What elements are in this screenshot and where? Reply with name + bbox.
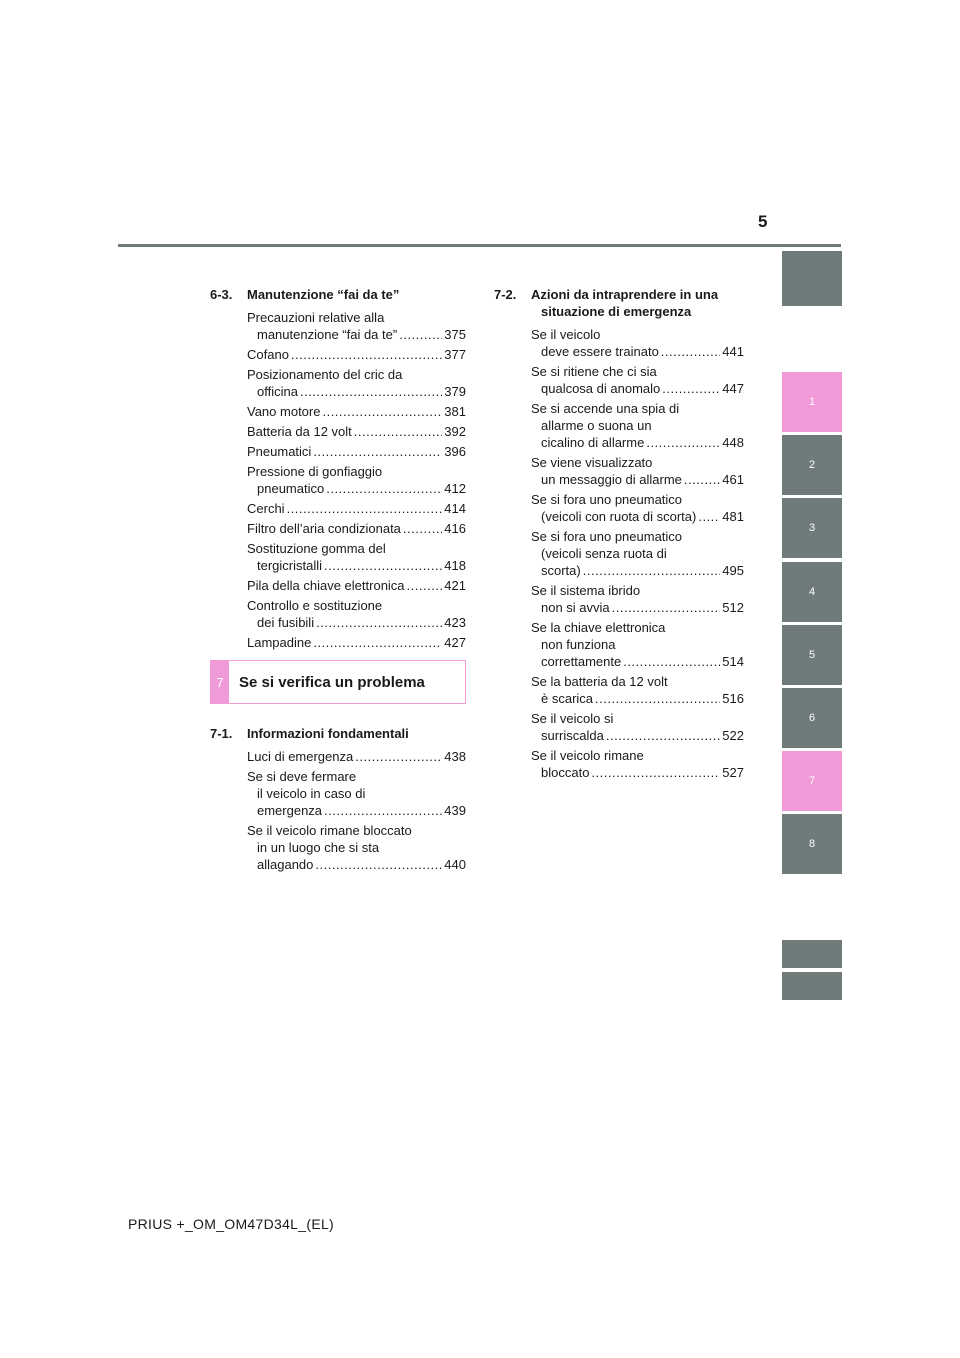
index-tab[interactable] [782, 251, 842, 306]
section-title-line1: Azioni da intraprendere in una [531, 287, 719, 302]
toc-page-number: 423 [444, 615, 466, 630]
toc-entry-text: Lampadine [247, 635, 312, 650]
toc-page-number: 516 [722, 691, 744, 706]
index-tab[interactable] [782, 972, 842, 1000]
toc-page-number: 418 [444, 558, 466, 573]
toc-entry[interactable] [210, 597, 466, 631]
toc-entry[interactable] [210, 443, 466, 460]
leader-dots [403, 520, 442, 537]
section-number: 7-1. [210, 726, 233, 741]
toc-entry-line: Sostituzione gomma del [247, 541, 386, 556]
section-number: 7-2. [494, 287, 517, 302]
footer-doc-code: PRIUS +_OM_OM47D34L_(EL) [128, 1216, 335, 1232]
toc-entry-line: allarme o suona un [541, 418, 652, 433]
toc-entry[interactable] [494, 528, 744, 579]
toc-entry-line: Se viene visualizzato [531, 455, 653, 470]
toc-page-number: 381 [444, 404, 466, 419]
toc-page-number: 392 [444, 424, 466, 439]
toc-entry-line: Se si accende una spia di [531, 401, 680, 416]
toc-entry-text: Cofano [247, 347, 289, 362]
toc-entry[interactable] [210, 520, 466, 537]
toc-page-number: 421 [444, 578, 466, 593]
toc-entry[interactable] [210, 423, 466, 440]
toc-entry[interactable] [210, 309, 466, 343]
toc-page-number: 438 [444, 749, 466, 764]
toc-entry-line: Se il veicolo si [531, 711, 614, 726]
toc-entry-text: (veicoli con ruota di scorta) [541, 509, 697, 524]
chapter-tab-8[interactable]: 8 [782, 814, 842, 874]
chapter-heading [210, 660, 466, 704]
toc-entry-line: il veicolo in caso di [257, 786, 366, 801]
toc-entry[interactable] [494, 400, 744, 451]
leader-dots [287, 500, 443, 517]
toc-entry-line: Pressione di gonfiaggio [247, 464, 383, 479]
toc-page-number: 439 [444, 803, 466, 818]
section-title: Manutenzione “fai da te” [247, 287, 400, 302]
toc-entry-text: officina [257, 384, 298, 399]
leader-dots [595, 690, 720, 707]
chapter-title: Se si verifica un problema [239, 673, 425, 691]
toc-page-number: 416 [444, 521, 466, 536]
toc-page-number: 512 [722, 600, 744, 615]
toc-page-number: 440 [444, 857, 466, 872]
toc-entry-line: Se il sistema ibrido [531, 583, 641, 598]
toc-entry[interactable] [210, 366, 466, 400]
toc-entry[interactable] [210, 403, 466, 420]
section-title-line2: situazione di emergenza [541, 304, 692, 319]
toc-entry-text: bloccato [541, 765, 590, 780]
leader-dots [324, 557, 442, 574]
toc-page-number: 447 [722, 381, 744, 396]
section-heading [494, 286, 744, 320]
toc-page-number: 522 [722, 728, 744, 743]
toc-entry-line: (veicoli senza ruota di [541, 546, 667, 561]
toc-entry-line: Se si ritiene che ci sia [531, 364, 657, 379]
toc-left-column-part2 [210, 725, 466, 876]
leader-dots [612, 599, 721, 616]
toc-entry-line: Posizionamento del cric da [247, 367, 403, 382]
toc-entry-line: Se la chiave elettronica [531, 620, 666, 635]
chapter-tab-2[interactable]: 2 [782, 435, 842, 495]
toc-entry-text: Luci di emergenza [247, 749, 354, 764]
toc-entry[interactable] [210, 540, 466, 574]
leader-dots [407, 577, 443, 594]
toc-page-number: 527 [722, 765, 744, 780]
section-number: 6-3. [210, 287, 233, 302]
toc-entry[interactable] [494, 747, 744, 781]
toc-entry-text: un messaggio di allarme [541, 472, 682, 487]
toc-entry[interactable] [494, 619, 744, 670]
leader-dots [315, 856, 442, 873]
toc-page-number: 375 [444, 327, 466, 342]
toc-right-column [494, 286, 744, 784]
toc-entry[interactable] [210, 768, 466, 819]
toc-page-number: 514 [722, 654, 744, 669]
toc-entry-text: Pneumatici [247, 444, 312, 459]
leader-dots [646, 434, 720, 451]
section-title [531, 286, 744, 320]
toc-entry-text: Pila della chiave elettronica [247, 578, 405, 593]
toc-entry[interactable] [210, 463, 466, 497]
toc-entry[interactable] [494, 582, 744, 616]
toc-entry-text: Cerchi [247, 501, 285, 516]
toc-entry-line: Se si deve fermare [247, 769, 357, 784]
toc-page-number: 495 [722, 563, 744, 578]
toc-page-number: 448 [722, 435, 744, 450]
toc-entry-text: allagando [257, 857, 314, 872]
toc-entry[interactable] [210, 346, 466, 363]
toc-entry-line: Precauzioni relative alla [247, 310, 385, 325]
leader-dots [623, 653, 720, 670]
section-heading [210, 725, 466, 742]
toc-page-number: 379 [444, 384, 466, 399]
leader-dots [698, 508, 720, 525]
chapter-tab-7[interactable]: 7 [782, 751, 842, 811]
toc-page-number: 414 [444, 501, 466, 516]
leader-dots [324, 802, 442, 819]
index-tab[interactable] [782, 940, 842, 968]
toc-entry-line: in un luogo che si sta [257, 840, 380, 855]
leader-dots [313, 634, 442, 651]
leader-dots [684, 471, 720, 488]
toc-entry-text: è scarica [541, 691, 594, 706]
header-rule [118, 244, 841, 247]
leader-dots [662, 380, 720, 397]
leader-dots [313, 443, 442, 460]
toc-entry[interactable] [494, 363, 744, 397]
toc-entry-text: manutenzione “fai da te” [257, 327, 398, 342]
page-number: 5 [758, 212, 768, 231]
leader-dots [399, 326, 442, 343]
leader-dots [326, 480, 442, 497]
leader-dots [322, 403, 442, 420]
leader-dots [591, 764, 720, 781]
toc-entry-text: emergenza [257, 803, 323, 818]
chapter-tab-3[interactable]: 3 [782, 498, 842, 558]
toc-entry[interactable] [210, 822, 466, 873]
leader-dots [354, 423, 443, 440]
toc-entry-text: tergicristalli [257, 558, 323, 573]
toc-page-number: 441 [722, 344, 744, 359]
leader-dots [606, 727, 720, 744]
toc-page-number: 481 [722, 509, 744, 524]
toc-page-number: 377 [444, 347, 466, 362]
section-heading [210, 286, 466, 303]
leader-dots [316, 614, 442, 631]
toc-left-column [210, 286, 466, 654]
toc-entry-line: Controllo e sostituzione [247, 598, 383, 613]
toc-entry[interactable] [210, 500, 466, 517]
toc-entry[interactable] [210, 748, 466, 765]
toc-entry-text: pneumatico [257, 481, 325, 496]
chapter-tab-5[interactable]: 5 [782, 625, 842, 685]
toc-entry-line: Se la batteria da 12 volt [531, 674, 668, 689]
toc-page-number: 461 [722, 472, 744, 487]
toc-entry-text: dei fusibili [257, 615, 315, 630]
toc-entry-line: Se si fora uno pneumatico [531, 529, 683, 544]
toc-entry[interactable] [494, 710, 744, 744]
toc-page-number: 412 [444, 481, 466, 496]
toc-entry-text: cicalino di allarme [541, 435, 645, 450]
toc-entry-text: non si avvia [541, 600, 610, 615]
toc-entry-text: qualcosa di anomalo [541, 381, 661, 396]
chapter-number: 7 [211, 661, 229, 703]
toc-entry-text: deve essere trainato [541, 344, 659, 359]
toc-entry-text: correttamente [541, 654, 622, 669]
toc-entry-text: Batteria da 12 volt [247, 424, 352, 439]
leader-dots [583, 562, 721, 579]
toc-entry-text: Vano motore [247, 404, 321, 419]
toc-entry-text: scorta) [541, 563, 581, 578]
section-title: Informazioni fondamentali [247, 726, 409, 741]
toc-entry[interactable] [494, 326, 744, 360]
toc-entry-text: Filtro dell’aria condizionata [247, 521, 401, 536]
toc-page-number: 396 [444, 444, 466, 459]
toc-entry-line: Se il veicolo rimane [531, 748, 644, 763]
toc-entry[interactable] [210, 634, 466, 651]
toc-entry-text: surriscalda [541, 728, 604, 743]
leader-dots [661, 343, 721, 360]
chapter-tab-1[interactable]: 1 [782, 372, 842, 432]
leader-dots [355, 748, 442, 765]
toc-entry-line: Se il veicolo [531, 327, 601, 342]
toc-page-number: 427 [444, 635, 466, 650]
chapter-tab-6[interactable]: 6 [782, 688, 842, 748]
toc-entry-line: Se il veicolo rimane bloccato [247, 823, 412, 838]
toc-entry[interactable] [494, 454, 744, 488]
toc-entry-line: Se si fora uno pneumatico [531, 492, 683, 507]
toc-entry-line: non funziona [541, 637, 616, 652]
leader-dots [291, 346, 442, 363]
chapter-tab-4[interactable]: 4 [782, 562, 842, 622]
toc-entry[interactable] [210, 577, 466, 594]
toc-entry[interactable] [494, 673, 744, 707]
leader-dots [300, 383, 442, 400]
toc-entry[interactable] [494, 491, 744, 525]
